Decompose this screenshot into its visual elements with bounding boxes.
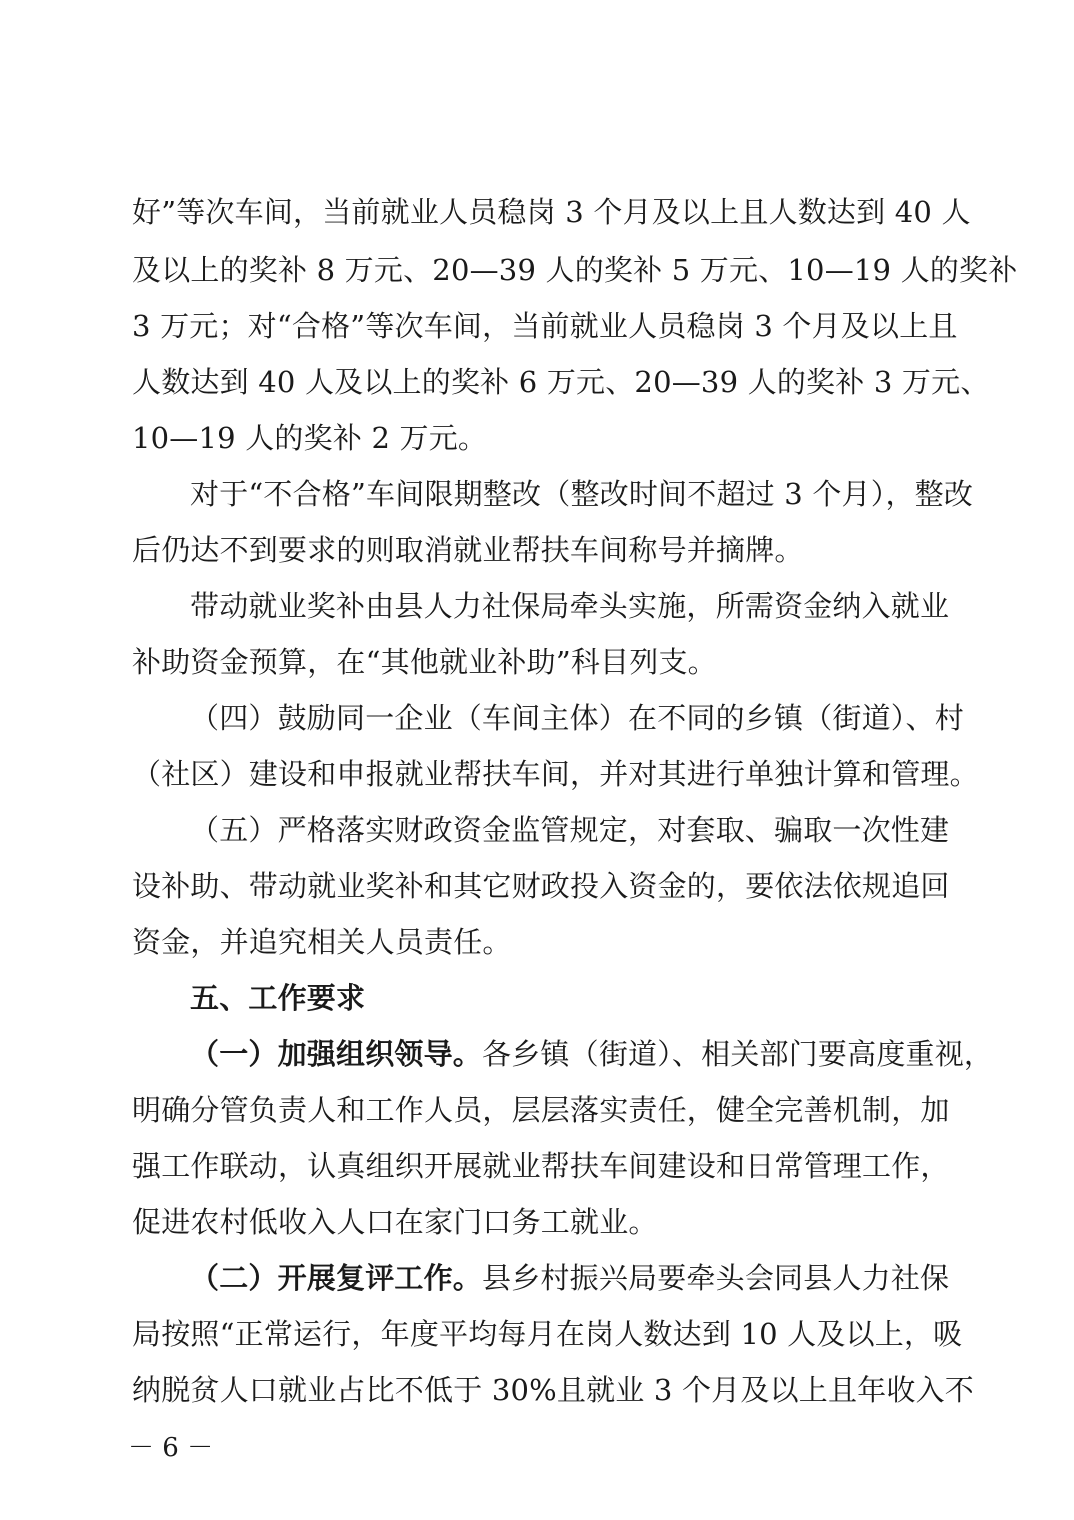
body-text-line: 设补助、带动就业奖补和其它财政投入资金的，要依法依规追回 [132,869,950,903]
body-text-line: 补助资金预算，在“其他就业补助”科目列支。 [132,645,717,679]
body-text-line: （社区）建设和申报就业帮扶车间，并对其进行单独计算和管理。 [132,757,979,791]
body-text-line: 及以上的奖补 8 万元、20—39 人的奖补 5 万元、10—19 人的奖补 [132,253,1018,287]
body-text-line: 强工作联动，认真组织开展就业帮扶车间建设和日常管理工作， [132,1149,950,1183]
body-text-line: 明确分管负责人和工作人员，层层落实责任，健全完善机制，加 [132,1093,950,1127]
body-text-line: 人数达到 40 人及以上的奖补 6 万元、20—39 人的奖补 3 万元、 [132,365,990,399]
requirement-one-label: （一）加强组织领导。 [190,1037,483,1071]
paragraph-rectification: 对于“不合格”车间限期整改（整改时间不超过 3 个月），整改 [190,477,974,511]
page-number: － 6 － [128,1433,214,1463]
body-text-line: 局按照“正常运行，年度平均每月在岗人数达到 10 人及以上，吸 [132,1317,963,1351]
body-text-line: 10—19 人的奖补 2 万元。 [132,421,488,455]
section-heading: 五、工作要求 [190,981,366,1015]
requirement-one [190,1034,994,1074]
requirement-two-label: （二）开展复评工作。 [190,1261,483,1295]
paragraph-subsidy-funding: 带动就业奖补由县人力社保局牵头实施，所需资金纳入就业 [190,589,950,623]
clause-four: （四）鼓励同一企业（车间主体）在不同的乡镇（街道）、村 [190,701,964,735]
body-text-line: 后仍达不到要求的则取消就业帮扶车间称号并摘牌。 [132,533,804,567]
body-text-line: 好”等次车间，当前就业人员稳岗 3 个月及以上且人数达到 40 人 [132,195,971,229]
body-text-line: 纳脱贫人口就业占比不低于 30%且就业 3 个月及以上且年收入不 [132,1373,974,1407]
clause-five: （五）严格落实财政资金监管规定，对套取、骗取一次性建 [190,813,950,847]
requirement-one-text: 各乡镇（街道）、相关部门要高度重视， [482,1037,994,1071]
body-text-line: 资金，并追究相关人员责任。 [132,925,512,959]
body-text-line: 促进农村低收入人口在家门口务工就业。 [132,1205,658,1239]
requirement-two-text: 县乡村振兴局要牵头会同县人力社保 [482,1261,950,1295]
body-text-line: 3 万元；对“合格”等次车间，当前就业人员稳岗 3 个月及以上且 [132,309,958,343]
requirement-two [190,1258,950,1298]
